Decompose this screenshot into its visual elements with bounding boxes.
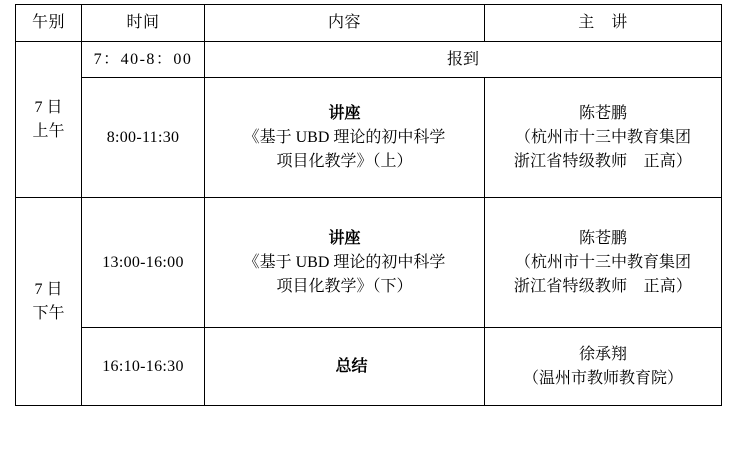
period-line-2: 上午 xyxy=(32,122,65,140)
table-header-row xyxy=(16,5,722,42)
speaker-name: 陈苍鹏 xyxy=(578,229,627,247)
period-cell-afternoon xyxy=(16,198,82,406)
content-cell-morning-lecture xyxy=(205,78,485,198)
header-time: 时间 xyxy=(82,5,205,42)
time-cell-registration: 7：40-8：00 xyxy=(82,42,205,78)
content-line-1: 《基于 UBD 理论的初中科学 xyxy=(243,253,446,271)
speaker-affiliation-2: 浙江省特级教师 正高） xyxy=(513,277,693,295)
period-line-1: 7 日 xyxy=(34,280,63,298)
content-cell-registration: 报到 xyxy=(205,42,722,78)
table-row xyxy=(16,78,722,198)
table-row xyxy=(16,42,722,78)
time-cell-morning-lecture: 8:00-11:30 xyxy=(82,78,205,198)
content-cell-summary xyxy=(205,328,485,406)
content-line-2: 项目化教学》（下） xyxy=(276,277,413,295)
schedule-table xyxy=(15,4,722,406)
speaker-cell-summary xyxy=(485,328,722,406)
content-line-2: 项目化教学》（上） xyxy=(276,152,413,170)
period-line-1: 7 日 xyxy=(34,98,63,116)
speaker-affiliation-1: （温州市教师教育院） xyxy=(522,369,683,387)
speaker-affiliation-2: 浙江省特级教师 正高） xyxy=(513,152,693,170)
period-cell-morning xyxy=(16,42,82,198)
table-row xyxy=(16,328,722,406)
content-cell-afternoon-lecture xyxy=(205,198,485,328)
header-content: 内容 xyxy=(205,5,485,42)
speaker-affiliation-1: （杭州市十三中教育集团 xyxy=(514,128,691,146)
table-row xyxy=(16,198,722,328)
speaker-cell-afternoon-lecture xyxy=(485,198,722,328)
time-cell-summary: 16:10-16:30 xyxy=(82,328,205,406)
content-title: 总结 xyxy=(335,357,368,375)
period-line-2: 下午 xyxy=(32,304,65,322)
content-title: 讲座 xyxy=(328,104,361,122)
content-line-1: 《基于 UBD 理论的初中科学 xyxy=(243,128,446,146)
speaker-affiliation-1: （杭州市十三中教育集团 xyxy=(514,253,691,271)
header-period: 午别 xyxy=(16,5,82,42)
speaker-name: 徐承翔 xyxy=(578,345,627,363)
schedule-document xyxy=(0,4,741,454)
speaker-cell-morning-lecture xyxy=(485,78,722,198)
header-speaker: 主 讲 xyxy=(485,5,722,42)
content-title: 讲座 xyxy=(328,229,361,247)
time-cell-afternoon-lecture: 13:00-16:00 xyxy=(82,198,205,328)
speaker-name: 陈苍鹏 xyxy=(578,104,627,122)
